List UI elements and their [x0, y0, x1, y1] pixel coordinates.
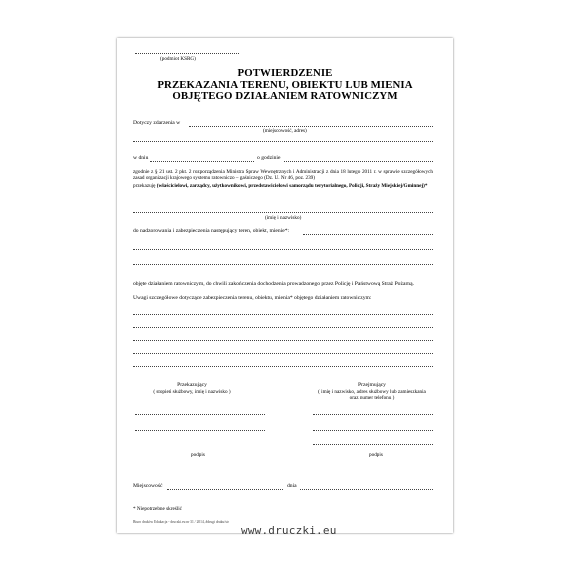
footer-date-field[interactable]: [300, 489, 433, 490]
incident-sub-label: (miejscowość, adres): [263, 128, 307, 134]
time-field[interactable]: [284, 161, 433, 162]
rescue-action-text: objęte działaniem ratowniczym, do chwili zakończenia dochodzenia prowadzonego przez Policję i Państwową Straż Pożarną.: [133, 281, 414, 287]
handing-over-line-2[interactable]: [135, 430, 265, 431]
remarks-line-1[interactable]: [133, 314, 433, 315]
incident-location-field[interactable]: [189, 126, 433, 127]
handing-over-sub-label: ( stopień służbowy, imię i nazwisko ): [153, 389, 231, 395]
supervision-label: do nadzorowania i zabezpieczenia następujący teren, obiekt, mienie*:: [133, 228, 290, 234]
legal-basis-text: zgodnie z § 21 ust. 2 pkt. 2 rozporządzenia Ministra Spraw Wewnętrznych i Administracji z dnia 18 lutego 2011 r. w sprawie szczegółowych zasad organizacji krajowego systemu ratowniczo – gaśniczego (Dz. U. Nr 46, poz. 239): [133, 169, 433, 181]
title-line-1: POTWIERDZENIE: [237, 67, 333, 79]
incident-location-field-2[interactable]: [133, 141, 433, 142]
supervision-line-3[interactable]: [133, 264, 433, 265]
recipient-name-sub-label: (imię i nazwisko): [265, 215, 302, 221]
remarks-line-4[interactable]: [133, 353, 433, 354]
remarks-line-3[interactable]: [133, 340, 433, 341]
taking-over-sub-label-2: oraz numer telefonu ): [349, 395, 395, 401]
taking-over-sub-label-1: ( imię i nazwisko, adres służbowy lub zamieszkania: [318, 389, 426, 395]
title-line-3: OBJĘTEGO DZIAŁANIEM RATOWNICZYM: [172, 90, 398, 102]
taking-over-signature-label: podpis: [369, 452, 383, 458]
document-title: [117, 68, 453, 103]
handover-text: [133, 183, 433, 189]
footer-date-label: dnia: [287, 483, 297, 489]
footnote: * Niepotrzebne skreślić: [133, 506, 182, 512]
remarks-label: Uwagi szczegółowe dotyczące zabezpieczenia terenu, obiektu, mienia* objętego działaniem ratowniczym:: [133, 295, 372, 301]
handover-prefix: przekazuję: [133, 183, 156, 189]
handing-over-signature-label: podpis: [191, 452, 205, 458]
incident-label: Dotyczy zdarzenia w: [133, 120, 181, 126]
fineprint: Biuro druków Edukacja - druczki.eu nr 31 / 2014, #drugi druku/str: [133, 520, 229, 524]
handing-over-line-1[interactable]: [135, 414, 265, 415]
form-page: [117, 38, 453, 533]
taking-over-line-1[interactable]: [313, 414, 433, 415]
supervision-line-2[interactable]: [133, 249, 433, 250]
date-field[interactable]: [150, 161, 254, 162]
place-label: Miejscowość: [133, 483, 163, 489]
watermark-url: www.druczki.eu: [241, 524, 337, 537]
supervision-field[interactable]: [303, 234, 433, 235]
title-line-2: PRZEKAZANIA TERENU, OBIEKTU LUB MIENIA: [157, 78, 413, 91]
taking-over-title: Przejmujący: [358, 382, 386, 388]
handing-over-title: Przekazujący: [177, 382, 207, 388]
taking-over-line-2[interactable]: [313, 430, 433, 431]
handover-recipient-options: (właścicielowi, zarządcy, użytkownikowi, przedstawicielowi samorządu terytorialnego, Policji, Straży Miejskiej/Gminnej)*: [156, 183, 428, 189]
taking-over-line-3[interactable]: [313, 444, 433, 445]
issuer-label: (podmiot KSRG): [160, 56, 196, 62]
date-label: w dniu: [133, 155, 149, 161]
remarks-line-2[interactable]: [133, 327, 433, 328]
time-label: o godzinie: [257, 155, 281, 161]
place-field[interactable]: [167, 489, 283, 490]
remarks-line-5[interactable]: [133, 366, 433, 367]
recipient-name-field[interactable]: [133, 212, 433, 213]
issuer-line: [135, 53, 239, 54]
